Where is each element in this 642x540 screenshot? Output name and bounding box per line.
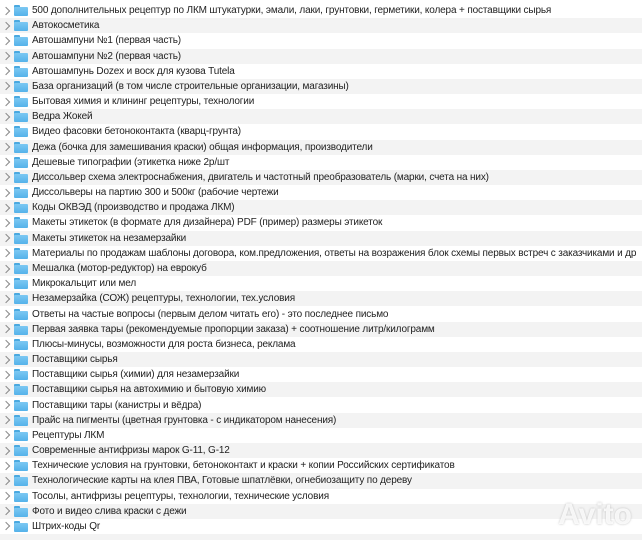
folder-icon [14, 217, 28, 228]
folder-icon [14, 445, 28, 456]
folder-row[interactable] [0, 291, 642, 306]
folder-row[interactable] [0, 79, 642, 94]
folder-row[interactable] [0, 261, 642, 276]
list-bottom-stripe [0, 534, 642, 540]
folder-row[interactable] [0, 3, 642, 18]
folder-name: Автошампуни №1 (первая часть) [32, 35, 181, 47]
folder-row[interactable] [0, 397, 642, 412]
folder-icon [14, 5, 28, 16]
chevron-right-icon[interactable] [2, 97, 10, 105]
folder-row[interactable] [0, 367, 642, 382]
folder-name: Дежа (бочка для замешивания краски) общая информация, производители [32, 141, 373, 153]
folder-name: Поставщики тары (канистры и вёдра) [32, 399, 202, 411]
folder-icon [14, 384, 28, 395]
chevron-right-icon[interactable] [2, 431, 10, 439]
chevron-right-icon[interactable] [2, 461, 10, 469]
folder-row[interactable] [0, 94, 642, 109]
folder-icon [14, 400, 28, 411]
chevron-right-icon[interactable] [2, 204, 10, 212]
folder-name: Автокосметика [32, 20, 100, 32]
folder-name: Поставщики сырья [32, 354, 118, 366]
chevron-right-icon[interactable] [2, 310, 10, 318]
chevron-right-icon[interactable] [2, 386, 10, 394]
chevron-right-icon[interactable] [2, 492, 10, 500]
folder-name: Бытовая химия и клининг рецептуры, технологии [32, 96, 255, 108]
folder-name: Мешалка (мотор-редуктор) на еврокуб [32, 263, 207, 274]
folder-row[interactable] [0, 504, 642, 519]
chevron-right-icon[interactable] [2, 37, 10, 45]
folder-row[interactable] [0, 519, 642, 534]
folder-icon [14, 248, 28, 259]
folder-name: Поставщики сырья (химии) для незамерзайки [32, 369, 240, 381]
folder-row[interactable] [0, 473, 642, 488]
folder-name: Незамерзайка (СОЖ) рецептуры, технологии, тех.условия [32, 293, 296, 305]
chevron-right-icon[interactable] [2, 82, 10, 90]
chevron-right-icon[interactable] [2, 22, 10, 30]
chevron-right-icon[interactable] [2, 279, 10, 287]
folder-row[interactable] [0, 64, 642, 79]
folder-name: База организаций (в том числе строительные организации, магазины) [32, 80, 349, 92]
folder-icon [14, 96, 28, 107]
chevron-right-icon[interactable] [2, 295, 10, 303]
folder-name: Видео фасовки бетоноконтакта (кварц-грунта) [32, 126, 241, 138]
folder-row[interactable] [0, 185, 642, 200]
avito-watermark: Avito [558, 498, 632, 531]
folder-name: 500 дополнительных рецептур по ЛКМ штукатурки, эмали, лаки, грунтовки, герметики, колера + поставщики сырья [32, 5, 552, 17]
folder-name: Макеты этикеток на незамерзайки [32, 232, 187, 244]
folder-row[interactable] [0, 443, 642, 458]
folder-icon [14, 339, 28, 350]
folder-icon [14, 491, 28, 502]
folder-row[interactable] [0, 33, 642, 48]
folder-row[interactable] [0, 109, 642, 124]
chevron-right-icon[interactable] [2, 249, 10, 257]
chevron-right-icon[interactable] [2, 401, 10, 409]
chevron-right-icon[interactable] [2, 370, 10, 378]
chevron-right-icon[interactable] [2, 446, 10, 454]
folder-row[interactable] [0, 215, 642, 230]
folder-name: Современные антифризы марок G-11, G-12 [32, 445, 230, 457]
folder-row[interactable] [0, 352, 642, 367]
folder-icon [14, 35, 28, 46]
folder-icon [14, 415, 28, 426]
folder-icon [14, 278, 28, 289]
folder-row[interactable] [0, 140, 642, 155]
folder-icon [14, 81, 28, 92]
chevron-right-icon[interactable] [2, 325, 10, 333]
folder-icon [14, 324, 28, 335]
folder-row[interactable] [0, 337, 642, 352]
folder-row[interactable] [0, 413, 642, 428]
folder-icon [14, 111, 28, 122]
folder-row[interactable] [0, 322, 642, 337]
folder-name: Материалы по продажам шаблоны договора, ком.предложения, ответы на возражения блок схемы первых встреч с заказчиками и др [32, 247, 637, 259]
folder-row[interactable] [0, 155, 642, 170]
folder-icon [14, 157, 28, 168]
folder-name: Коды ОКВЭД (производство и продажа ЛКМ) [32, 202, 235, 214]
chevron-right-icon[interactable] [2, 416, 10, 424]
folder-row[interactable] [0, 49, 642, 64]
folder-icon [14, 142, 28, 153]
folder-name: Технические условия на грунтовки, бетоноконтакт и краски + копии Российских сертификатов [32, 460, 455, 472]
folder-name: Тосолы, антифризы рецептуры, технологии, технические условия [32, 490, 329, 502]
chevron-right-icon[interactable] [2, 340, 10, 348]
chevron-right-icon[interactable] [2, 355, 10, 363]
folder-icon [14, 202, 28, 213]
folder-name: Плюсы-минусы, возможности для роста бизнеса, реклама [32, 338, 296, 350]
chevron-right-icon[interactable] [2, 6, 10, 14]
chevron-right-icon[interactable] [2, 188, 10, 196]
folder-name: Прайс на пигменты (цветная грунтовка - с индикатором нанесения) [32, 414, 337, 426]
folder-icon [14, 460, 28, 471]
chevron-right-icon[interactable] [2, 264, 10, 272]
chevron-right-icon[interactable] [2, 219, 10, 227]
folder-row[interactable] [0, 276, 642, 291]
folder-name: Дешевые типографии (этикетка ниже 2р/шт [32, 156, 230, 168]
chevron-right-icon[interactable] [2, 477, 10, 485]
folder-row[interactable] [0, 382, 642, 397]
folder-icon [14, 263, 28, 274]
folder-list [0, 3, 642, 534]
folder-row[interactable] [0, 170, 642, 185]
folder-name: Первая заявка тары (рекомендуемые пропорции заказа) + соотношение литр/килограмм [32, 323, 435, 335]
chevron-right-icon[interactable] [2, 173, 10, 181]
folder-name: Фото и видео слива краски с дежи [32, 505, 187, 517]
folder-icon [14, 51, 28, 62]
chevron-right-icon[interactable] [2, 158, 10, 166]
folder-row[interactable] [0, 458, 642, 473]
folder-icon [14, 475, 28, 486]
chevron-right-icon[interactable] [2, 522, 10, 530]
chevron-right-icon[interactable] [2, 234, 10, 242]
folder-row[interactable] [0, 200, 642, 215]
folder-icon [14, 187, 28, 198]
folder-name: Диссольвер схема электроснабжения, двигатель и частотный преобразователь (марки, счета на них) [32, 171, 489, 183]
folder-name: Штрих-коды Qr [32, 520, 101, 532]
folder-name: Рецептуры ЛКМ [32, 429, 105, 441]
folder-name: Макеты этикеток (в формате для дизайнера) PDF (пример) размеры этикеток [32, 217, 383, 229]
chevron-right-icon[interactable] [2, 113, 10, 121]
chevron-right-icon[interactable] [2, 143, 10, 151]
chevron-right-icon[interactable] [2, 128, 10, 136]
folder-icon [14, 172, 28, 183]
folder-name: Автошампуни №2 (первая часть) [32, 50, 181, 62]
folder-name: Автошампунь Dozex и воск для кузова Tutela [32, 65, 235, 77]
folder-icon [14, 506, 28, 517]
folder-name: Ведра Жокей [32, 111, 93, 123]
folder-icon [14, 369, 28, 380]
folder-icon [14, 233, 28, 244]
folder-icon [14, 20, 28, 31]
folder-row[interactable] [0, 18, 642, 33]
folder-icon [14, 126, 28, 137]
folder-name: Технологические карты на клея ПВА, Готовые шпатлёвки, огнебиозащиту по дереву [32, 475, 412, 487]
folder-icon [14, 66, 28, 77]
chevron-right-icon[interactable] [2, 52, 10, 60]
folder-row[interactable] [0, 231, 642, 246]
folder-icon [14, 521, 28, 532]
chevron-right-icon[interactable] [2, 67, 10, 75]
folder-row[interactable] [0, 124, 642, 139]
folder-row[interactable] [0, 428, 642, 443]
folder-icon [14, 430, 28, 441]
folder-icon [14, 309, 28, 320]
folder-icon [14, 354, 28, 365]
folder-icon [14, 293, 28, 304]
folder-name: Диссольверы на партию 300 и 500кг (рабочие чертежи [32, 187, 279, 199]
folder-row[interactable] [0, 489, 642, 504]
folder-name: Поставщики сырья на автохимию и бытовую химию [32, 384, 267, 396]
folder-row[interactable] [0, 306, 642, 321]
folder-name: Микрокальцит или мел [32, 278, 137, 290]
folder-row[interactable] [0, 246, 642, 261]
chevron-right-icon[interactable] [2, 507, 10, 515]
folder-name: Ответы на частые вопросы (первым делом читать его) - это последнее письмо [32, 308, 389, 320]
